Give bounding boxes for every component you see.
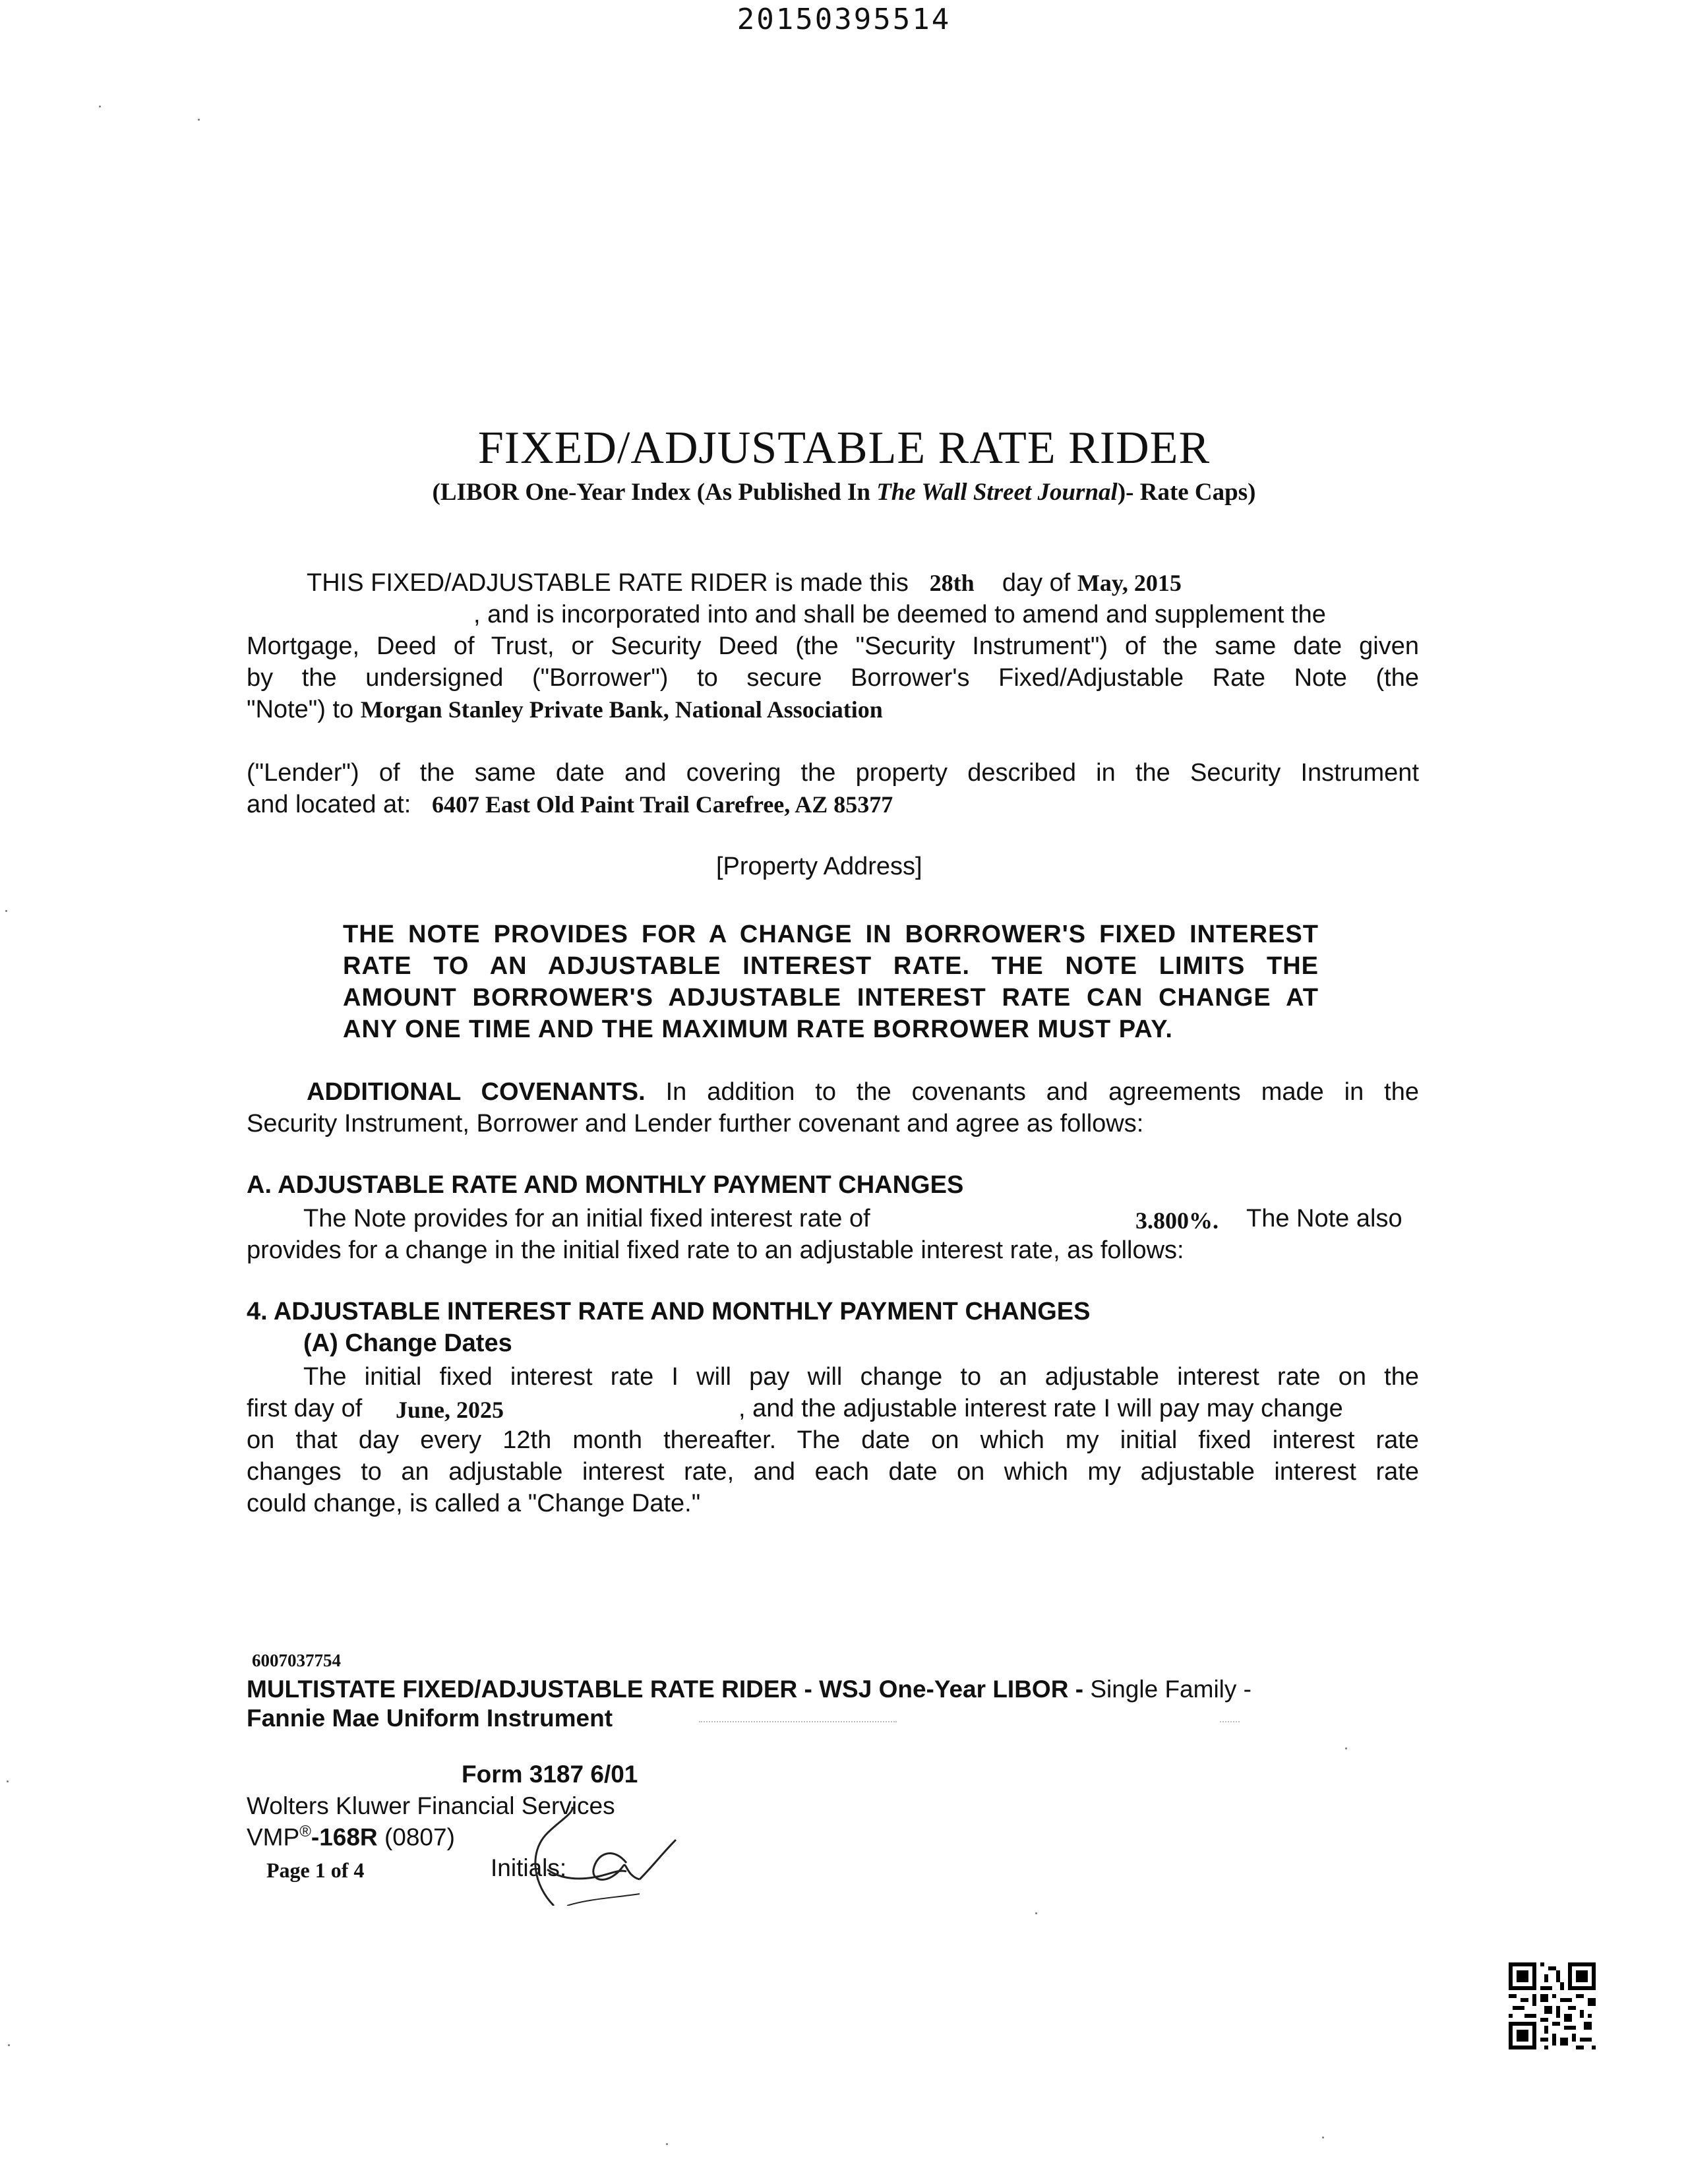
initial-rate: 3.800%. [1135,1207,1219,1234]
qr-code-icon [1509,1962,1596,2049]
form-title-normal: Single Family - [1090,1676,1251,1703]
change-dates-subheading: (A) Change Dates [303,1329,512,1357]
vmp-prefix: VMP [247,1823,300,1851]
form-title-bold-1: MULTISTATE FIXED/ADJUSTABLE RATE RIDER - WSJ One-Year LIBOR - [247,1676,1084,1703]
section-4-line-3: on that day every 12th month thereafter. The date on which my initial fixed interest rate [247,1426,1419,1454]
form-title [247,1675,1251,1733]
loan-number: 6007037754 [252,1651,341,1670]
subtitle-italic: The Wall Street Journal [876,479,1118,506]
notice-line-1: THE NOTE PROVIDES FOR A CHANGE IN BORROWER'S FIXED INTEREST [343,921,1319,948]
subtitle-part2: )- Rate Caps) [1117,479,1256,506]
initials-signature-icon [528,1807,686,1906]
intro-line-1 [307,567,1182,599]
section-a-line-2: provides for a change in the initial fixed rate to an adjustable interest rate, as follows: [247,1236,1184,1264]
change-date: June, 2025 [396,1397,504,1423]
publisher: Wolters Kluwer Financial Services [247,1792,615,1819]
document-subtitle [0,478,1688,506]
section-a-line-1-tail: The Note also [1246,1205,1402,1232]
intro-line-4: by the undersigned ("Borrower") to secure Borrower's Fixed/Adjustable Rate Note (the [247,664,1419,692]
notice-line-3: AMOUNT BORROWER'S ADJUSTABLE INTEREST RATE CAN CHANGE AT [343,984,1319,1012]
covenants-line-1-text: In addition to the covenants and agreements made in the [665,1078,1420,1106]
vmp-code [247,1823,455,1851]
section-a-heading: A. ADJUSTABLE RATE AND MONTHLY PAYMENT CHANGES [247,1171,964,1199]
intro-day-of: day of [1002,569,1071,597]
section-4-line-5: could change, is called a "Change Date." [247,1490,701,1517]
lender-name: Morgan Stanley Private Bank, National Association [360,696,883,723]
intro-line-6: ("Lender") of the same date and covering the property described in the Security Instrument [247,759,1419,787]
notice-line-4: ANY ONE TIME AND THE MAXIMUM RATE BORROWER MUST PAY. [343,1016,1173,1043]
intro-lead: THIS FIXED/ADJUSTABLE RATE RIDER is made this [307,569,909,597]
document-number: 20150395514 [737,3,951,36]
section-4-heading: 4. ADJUSTABLE INTEREST RATE AND MONTHLY PAYMENT CHANGES [247,1298,1091,1325]
section-a-line-1: The Note provides for an initial fixed interest rate of [303,1205,870,1232]
property-address-label: [Property Address] [716,853,922,880]
registered-mark: ® [299,1823,311,1840]
covenants-heading: ADDITIONAL COVENANTS. [307,1078,646,1106]
section-4-line-4: changes to an adjustable interest rate, and each date on which my adjustable interest rate [247,1458,1419,1486]
intro-note-to: "Note") to [247,696,354,723]
covenants-line-1 [307,1076,1419,1108]
form-number: Form 3187 6/01 [462,1761,638,1788]
covenants-line-2: Security Instrument, Borrower and Lender further covenant and agree as follows: [247,1110,1144,1138]
section-4-line-2-tail: , and the adjustable interest rate I will pay may change [738,1395,1343,1422]
vmp-form-code: -168R [311,1823,378,1851]
vmp-version: (0807) [384,1823,455,1851]
subtitle-part1: (LIBOR One-Year Index (As Published In [432,479,877,506]
intro-line-7 [247,789,893,820]
section-4-line-2-lead: first day of [247,1395,363,1422]
form-title-bold-2: Fannie Mae Uniform Instrument [247,1705,613,1732]
notice-block [343,919,1319,1045]
document-title: FIXED/ADJUSTABLE RATE RIDER [477,423,1211,473]
located-at: and located at: [247,791,411,818]
section-4-line-1: The initial fixed interest rate I will pay will change to an adjustable interest rate on the [303,1363,1419,1391]
intro-day: 28th [929,570,975,596]
page-number: Page 1 of 4 [266,1858,365,1882]
initials-label: Initials: [491,1854,567,1881]
intro-line-3: Mortgage, Deed of Trust, or Security Deed (the "Security Instrument") of the same date given [247,632,1419,660]
intro-date: May, 2015 [1077,570,1182,596]
property-address: 6407 East Old Paint Trail Carefree, AZ 85377 [432,791,893,818]
intro-line-5 [247,694,883,725]
intro-line-2: , and is incorporated into and shall be deemed to amend and supplement the [473,601,1326,628]
notice-line-2: RATE TO AN ADJUSTABLE INTEREST RATE. THE NOTE LIMITS THE [343,952,1319,980]
